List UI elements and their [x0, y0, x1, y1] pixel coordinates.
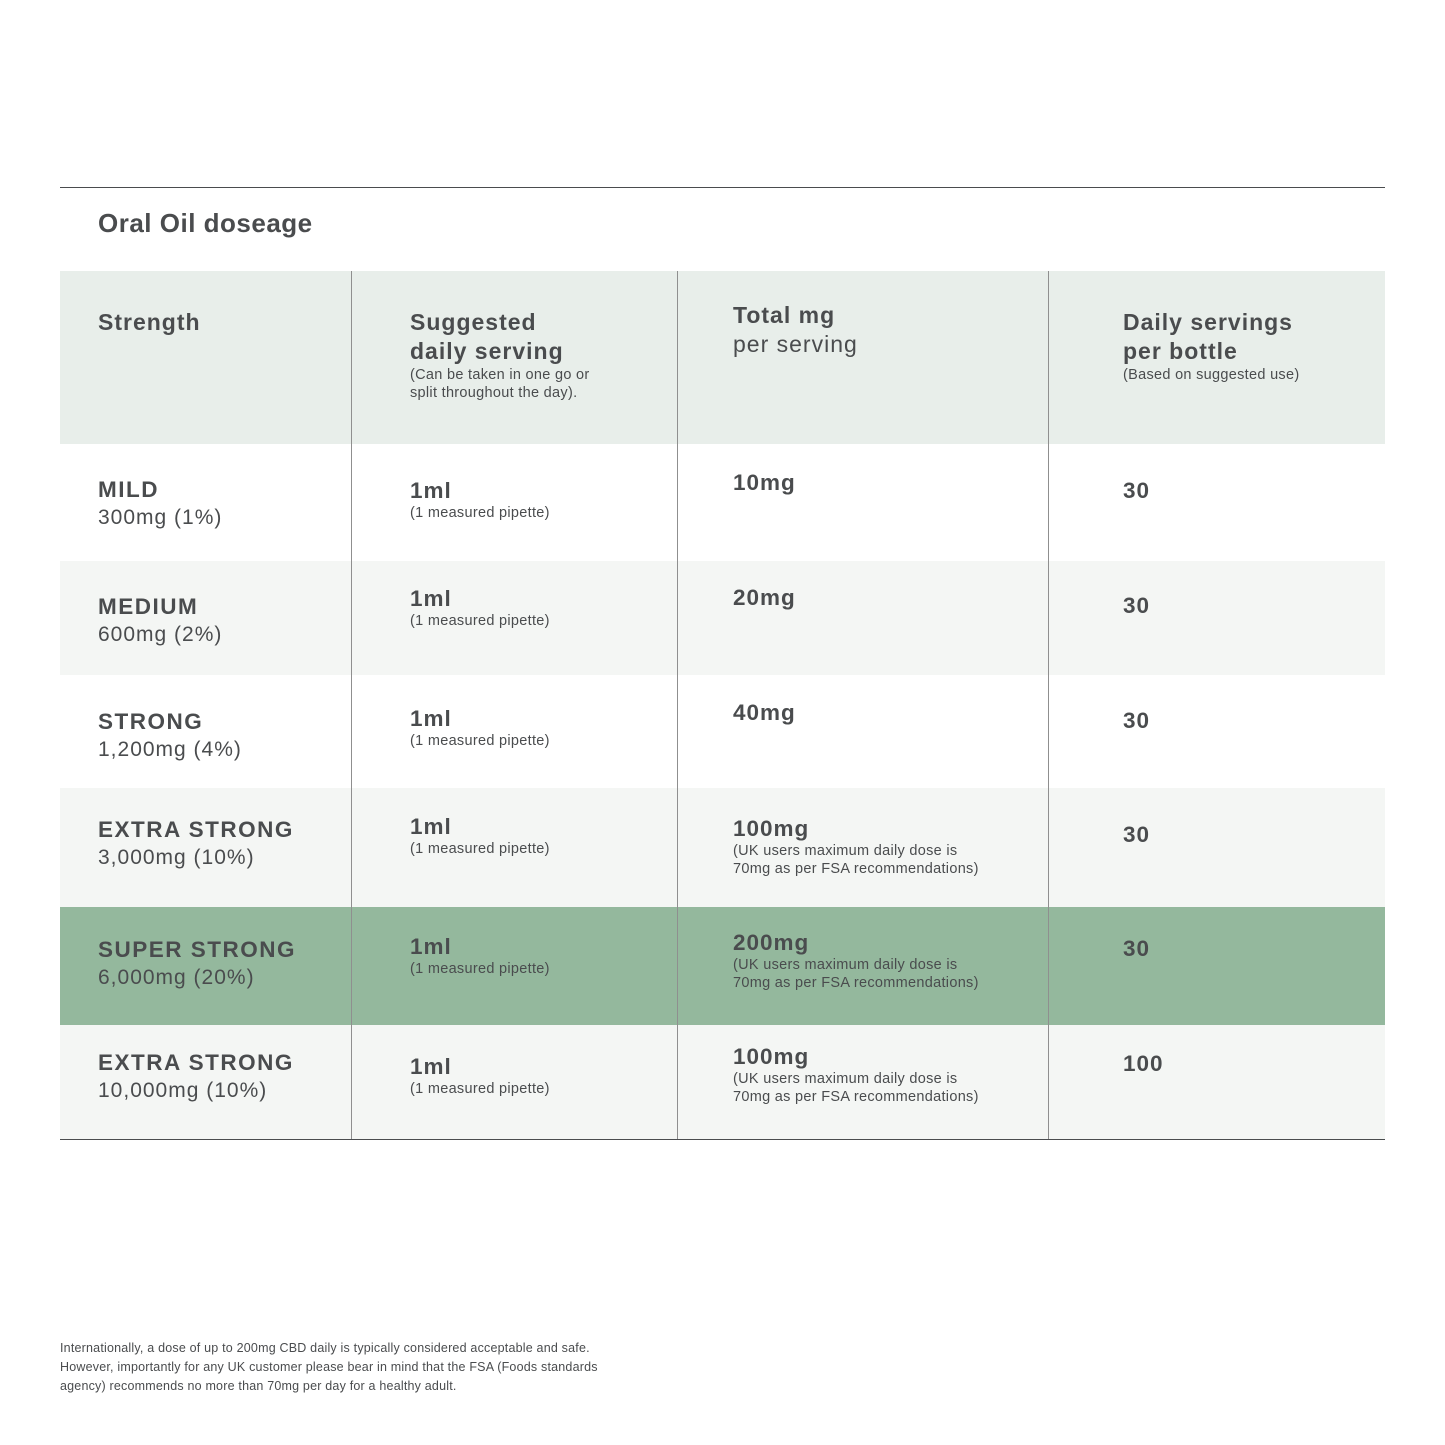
- serving-note: (1 measured pipette): [410, 1081, 550, 1097]
- strength-amount: 6,000mg (20%): [98, 966, 255, 989]
- serving-value: 1ml: [410, 814, 452, 839]
- serving-value: 1ml: [410, 586, 452, 611]
- serving-cell: [351, 788, 677, 907]
- table-row: [60, 561, 1385, 675]
- strength-cell: [60, 1025, 351, 1139]
- total-cell: [677, 675, 1048, 788]
- header-suggested-note-line1: (Can be taken in one go or: [410, 367, 590, 383]
- header-strength-label: Strength: [98, 309, 201, 335]
- total-note-line1: (UK users maximum daily dose is: [733, 1071, 958, 1087]
- servings-value: 30: [1123, 478, 1151, 503]
- table-row: [60, 788, 1385, 907]
- header-servings-label-line2: per bottle: [1123, 338, 1238, 364]
- servings-value: 30: [1123, 593, 1151, 618]
- servings-cell: [1048, 675, 1385, 788]
- table-row: [60, 1025, 1385, 1139]
- servings-cell: [1048, 907, 1385, 1025]
- strength-cell: [60, 561, 351, 675]
- header-suggested-serving: [351, 271, 677, 444]
- servings-value: 100: [1123, 1051, 1164, 1076]
- total-value: 20mg: [733, 585, 796, 610]
- serving-cell: [351, 907, 677, 1025]
- servings-cell: [1048, 1025, 1385, 1139]
- total-cell: [677, 907, 1048, 1025]
- total-value: 100mg: [733, 816, 810, 841]
- table-row: [60, 444, 1385, 561]
- total-cell: [677, 1025, 1048, 1139]
- strength-amount: 3,000mg (10%): [98, 846, 255, 869]
- serving-cell: [351, 1025, 677, 1139]
- total-value: 40mg: [733, 700, 796, 725]
- serving-cell: [351, 675, 677, 788]
- header-suggested-label-line1: Suggested: [410, 309, 537, 335]
- header-total-mg: [677, 271, 1048, 444]
- total-note-line2: 70mg as per FSA recommendations): [733, 1089, 979, 1105]
- footnote-line: Internationally, a dose of up to 200mg CBD daily is typically considered acceptable and safe.: [60, 1341, 590, 1355]
- servings-value: 30: [1123, 708, 1151, 733]
- serving-note: (1 measured pipette): [410, 613, 550, 629]
- footnote-line: agency) recommends no more than 70mg per day for a healthy adult.: [60, 1379, 457, 1393]
- header-total-sublabel: per serving: [733, 331, 858, 357]
- serving-value: 1ml: [410, 1054, 452, 1079]
- strength-name: STRONG: [98, 709, 204, 734]
- total-note-line2: 70mg as per FSA recommendations): [733, 975, 979, 991]
- servings-cell: [1048, 444, 1385, 561]
- total-value: 200mg: [733, 930, 810, 955]
- total-value: 100mg: [733, 1044, 810, 1069]
- strength-name: EXTRA STRONG: [98, 1050, 294, 1075]
- strength-cell: [60, 675, 351, 788]
- strength-amount: 10,000mg (10%): [98, 1079, 268, 1102]
- header-suggested-note-line2: split throughout the day).: [410, 385, 578, 401]
- total-value: 10mg: [733, 470, 796, 495]
- total-note-line1: (UK users maximum daily dose is: [733, 957, 958, 973]
- header-daily-servings: [1048, 271, 1385, 444]
- top-divider: [60, 187, 1385, 188]
- serving-value: 1ml: [410, 478, 452, 503]
- serving-note: (1 measured pipette): [410, 961, 550, 977]
- total-cell: [677, 444, 1048, 561]
- servings-cell: [1048, 788, 1385, 907]
- servings-value: 30: [1123, 936, 1151, 961]
- page-title: Oral Oil doseage: [98, 208, 313, 238]
- total-cell: [677, 561, 1048, 675]
- serving-note: (1 measured pipette): [410, 505, 550, 521]
- strength-cell: [60, 907, 351, 1025]
- header-servings-note: (Based on suggested use): [1123, 367, 1300, 383]
- servings-cell: [1048, 561, 1385, 675]
- total-cell: [677, 788, 1048, 907]
- strength-cell: [60, 444, 351, 561]
- serving-cell: [351, 444, 677, 561]
- total-note-line2: 70mg as per FSA recommendations): [733, 861, 979, 877]
- strength-amount: 600mg (2%): [98, 623, 223, 646]
- serving-value: 1ml: [410, 934, 452, 959]
- strength-amount: 1,200mg (4%): [98, 738, 242, 761]
- header-suggested-label-line2: daily serving: [410, 338, 564, 364]
- strength-amount: 300mg (1%): [98, 506, 223, 529]
- header-servings-label-line1: Daily servings: [1123, 309, 1293, 335]
- serving-value: 1ml: [410, 706, 452, 731]
- table-row: [60, 675, 1385, 788]
- serving-note: (1 measured pipette): [410, 733, 550, 749]
- strength-name: MEDIUM: [98, 594, 199, 619]
- strength-name: EXTRA STRONG: [98, 817, 294, 842]
- total-note-line1: (UK users maximum daily dose is: [733, 843, 958, 859]
- dosage-table: [60, 271, 1385, 1140]
- serving-note: (1 measured pipette): [410, 841, 550, 857]
- table-row-highlighted: [60, 907, 1385, 1025]
- strength-name: SUPER STRONG: [98, 937, 297, 962]
- footnote-line: However, importantly for any UK customer please bear in mind that the FSA (Foods standards: [60, 1360, 598, 1374]
- strength-cell: [60, 788, 351, 907]
- header-total-label: Total mg: [733, 302, 836, 328]
- servings-value: 30: [1123, 822, 1151, 847]
- strength-name: MILD: [98, 477, 159, 502]
- table-header-row: [60, 271, 1385, 444]
- footnote: [60, 1339, 660, 1396]
- serving-cell: [351, 561, 677, 675]
- header-strength: [60, 271, 351, 444]
